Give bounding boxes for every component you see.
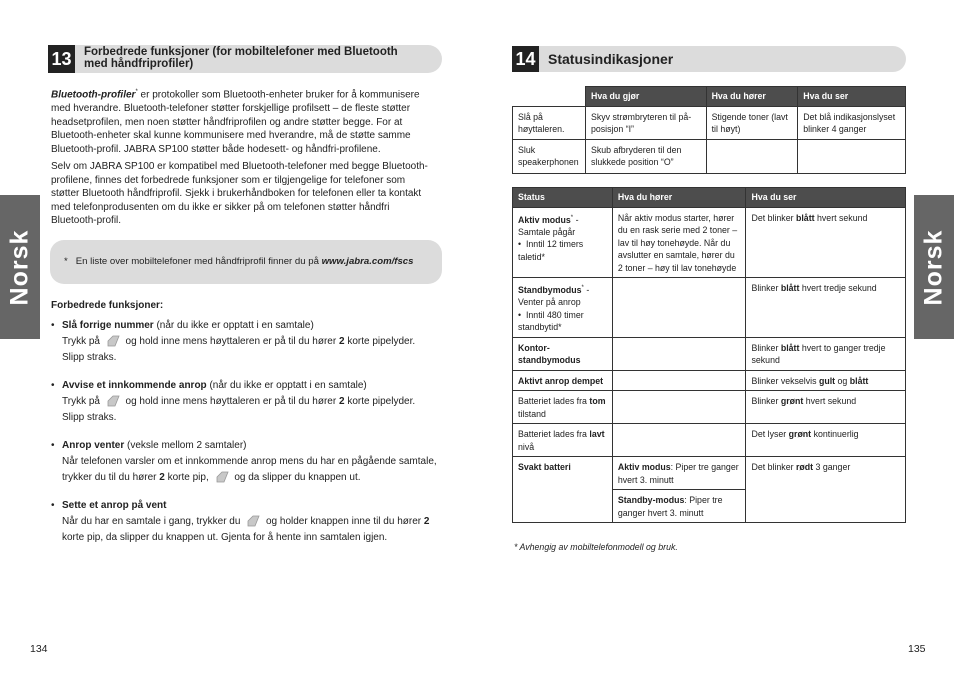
table-row: Svakt batteri Aktiv modus: Piper tre ganger hvert 3. minutt Det blinker rødt 3 ganger: [513, 457, 906, 490]
section-13-header: [48, 45, 442, 73]
column-header: Hva du gjør: [585, 87, 706, 107]
button-icon: [106, 335, 120, 347]
column-header: Hva du ser: [798, 87, 906, 107]
column-header: Hva du hører: [706, 87, 798, 107]
feature-call-waiting: • Anrop venter (veksle mellom 2 samtaler) Når telefonen varsler om et innkommende anrop mens du har en pågående samtale, trykker du til du hører 2 korte pip, og da slipper du knappen ut.: [51, 438, 441, 486]
table-row: Slå på høyttaleren. Skyv strømbryteren til på-posisjon “I” Stigende toner (lavt til høyt) Det blå indikasjonslyset blinker 4 ganger: [513, 106, 906, 139]
feature-call-hold: • Sette et anrop på vent Når du har en samtale i gang, trykker du og holder knappen inne til du hører 2 korte pip, da slipper du knappen ut. Gjenta for å hente inn samtalen igjen.: [51, 498, 441, 546]
fscs-link[interactable]: www.jabra.com/fscs: [321, 256, 414, 267]
section-14-header: [512, 46, 906, 72]
feature-reject-call: • Avvise et innkommende anrop (når du ikke er opptatt i en samtale) Trykk på og hold inne mens høyttaleren er på til du hører 2 korte pipelyder. Slipp straks.: [51, 378, 441, 426]
button-icon: [215, 471, 229, 483]
table-row: Kontor-standbymodus Blinker blått hvert to ganger tredje sekund: [513, 337, 906, 370]
section-number: 14: [512, 46, 539, 72]
power-indicator-table: [512, 86, 906, 174]
page-number-left: 134: [30, 643, 48, 655]
column-header: Hva du hører: [612, 188, 746, 208]
table-row: Standbymodus* - Venter på anrop • Inntil 480 timer standbytid* Blinker blått hvert tredje sekund: [513, 278, 906, 338]
note-box: * En liste over mobiltelefoner med håndfriprofil finner du på www.jabra.com/fscs: [50, 240, 442, 284]
table-row: Standby-modus: Piper tre ganger hvert 3. minutt: [513, 490, 906, 523]
table-row: Batteriet lades fra tom tilstand Blinker grønt hvert sekund: [513, 391, 906, 424]
compatibility-paragraph: Selv om JABRA SP100 er kompatibel med Bluetooth-telefoner med begge Bluetooth-profilene, finnes det forbedrede funksjoner som er tilgjengelige for telefoner som støtter Bluetooth håndfriprofil. Sjekk i brukerhåndboken for telefonen eller ta kontakt med telefonprodusenten om du ikke er sikker på om telefonen støtter håndfri Bluetooth-profil.: [51, 161, 428, 227]
button-icon: [106, 395, 120, 407]
profiles-paragraph: Bluetooth-profiler* er protokoller som Bluetooth-enheter bruker for å kommunisere med hverandre. Bluetooth-telefoner støtter forskjellige profilsett – de fleste støtter headsetprofilen, men noen støtter håndfriprofilen og andre støtter begge. For at Bluetooth-enheter skal kunne kommunisere med hverandre, må de støtte samme Bluetooth-profil. JABRA SP100 støtter både hodesett- og håndfri-profilene.: [51, 89, 420, 155]
column-header: Hva du ser: [746, 188, 906, 208]
button-icon: [246, 515, 260, 527]
language-tab-right: Norsk: [914, 195, 954, 339]
language-tab-left: Norsk: [0, 195, 40, 339]
footnote: * Avhengig av mobiltelefonmodell og bruk.: [514, 542, 678, 552]
status-table: [512, 187, 906, 523]
section-title: Statusindikasjoner: [548, 51, 674, 67]
table-row: Batteriet lades fra lavt nivå Det lyser grønt kontinuerlig: [513, 424, 906, 457]
table-row: Aktivt anrop dempet Blinker vekselvis gult og blått: [513, 370, 906, 391]
features-list: [51, 318, 441, 558]
column-header: Status: [513, 188, 613, 208]
table-row: Aktiv modus* - Samtale pågår • Inntil 12 timers taletid* Når aktiv modus starter, hører du en rask serie med 2 toner – lav til høy tonehøyde. Når du avslutter en samtale, hører du 2 toner – høy til lav tonehøyde Det blinker blått hvert sekund: [513, 207, 906, 278]
feature-redial: • Slå forrige nummer (når du ikke er opptatt i en samtale) Trykk på og hold inne mens høyttaleren er på til du hører 2 korte pipelyder. Slipp straks.: [51, 318, 441, 366]
table-row: Sluk speakerphonen Skub afbryderen til den slukkede position “O”: [513, 139, 906, 173]
page-number-right: 135: [908, 643, 926, 655]
section-title: Forbedrede funksjoner (for mobiltelefoner med Bluetooth med håndfriprofiler): [84, 46, 398, 70]
features-heading: Forbedrede funksjoner:: [51, 300, 164, 311]
section-number: 13: [48, 45, 75, 73]
